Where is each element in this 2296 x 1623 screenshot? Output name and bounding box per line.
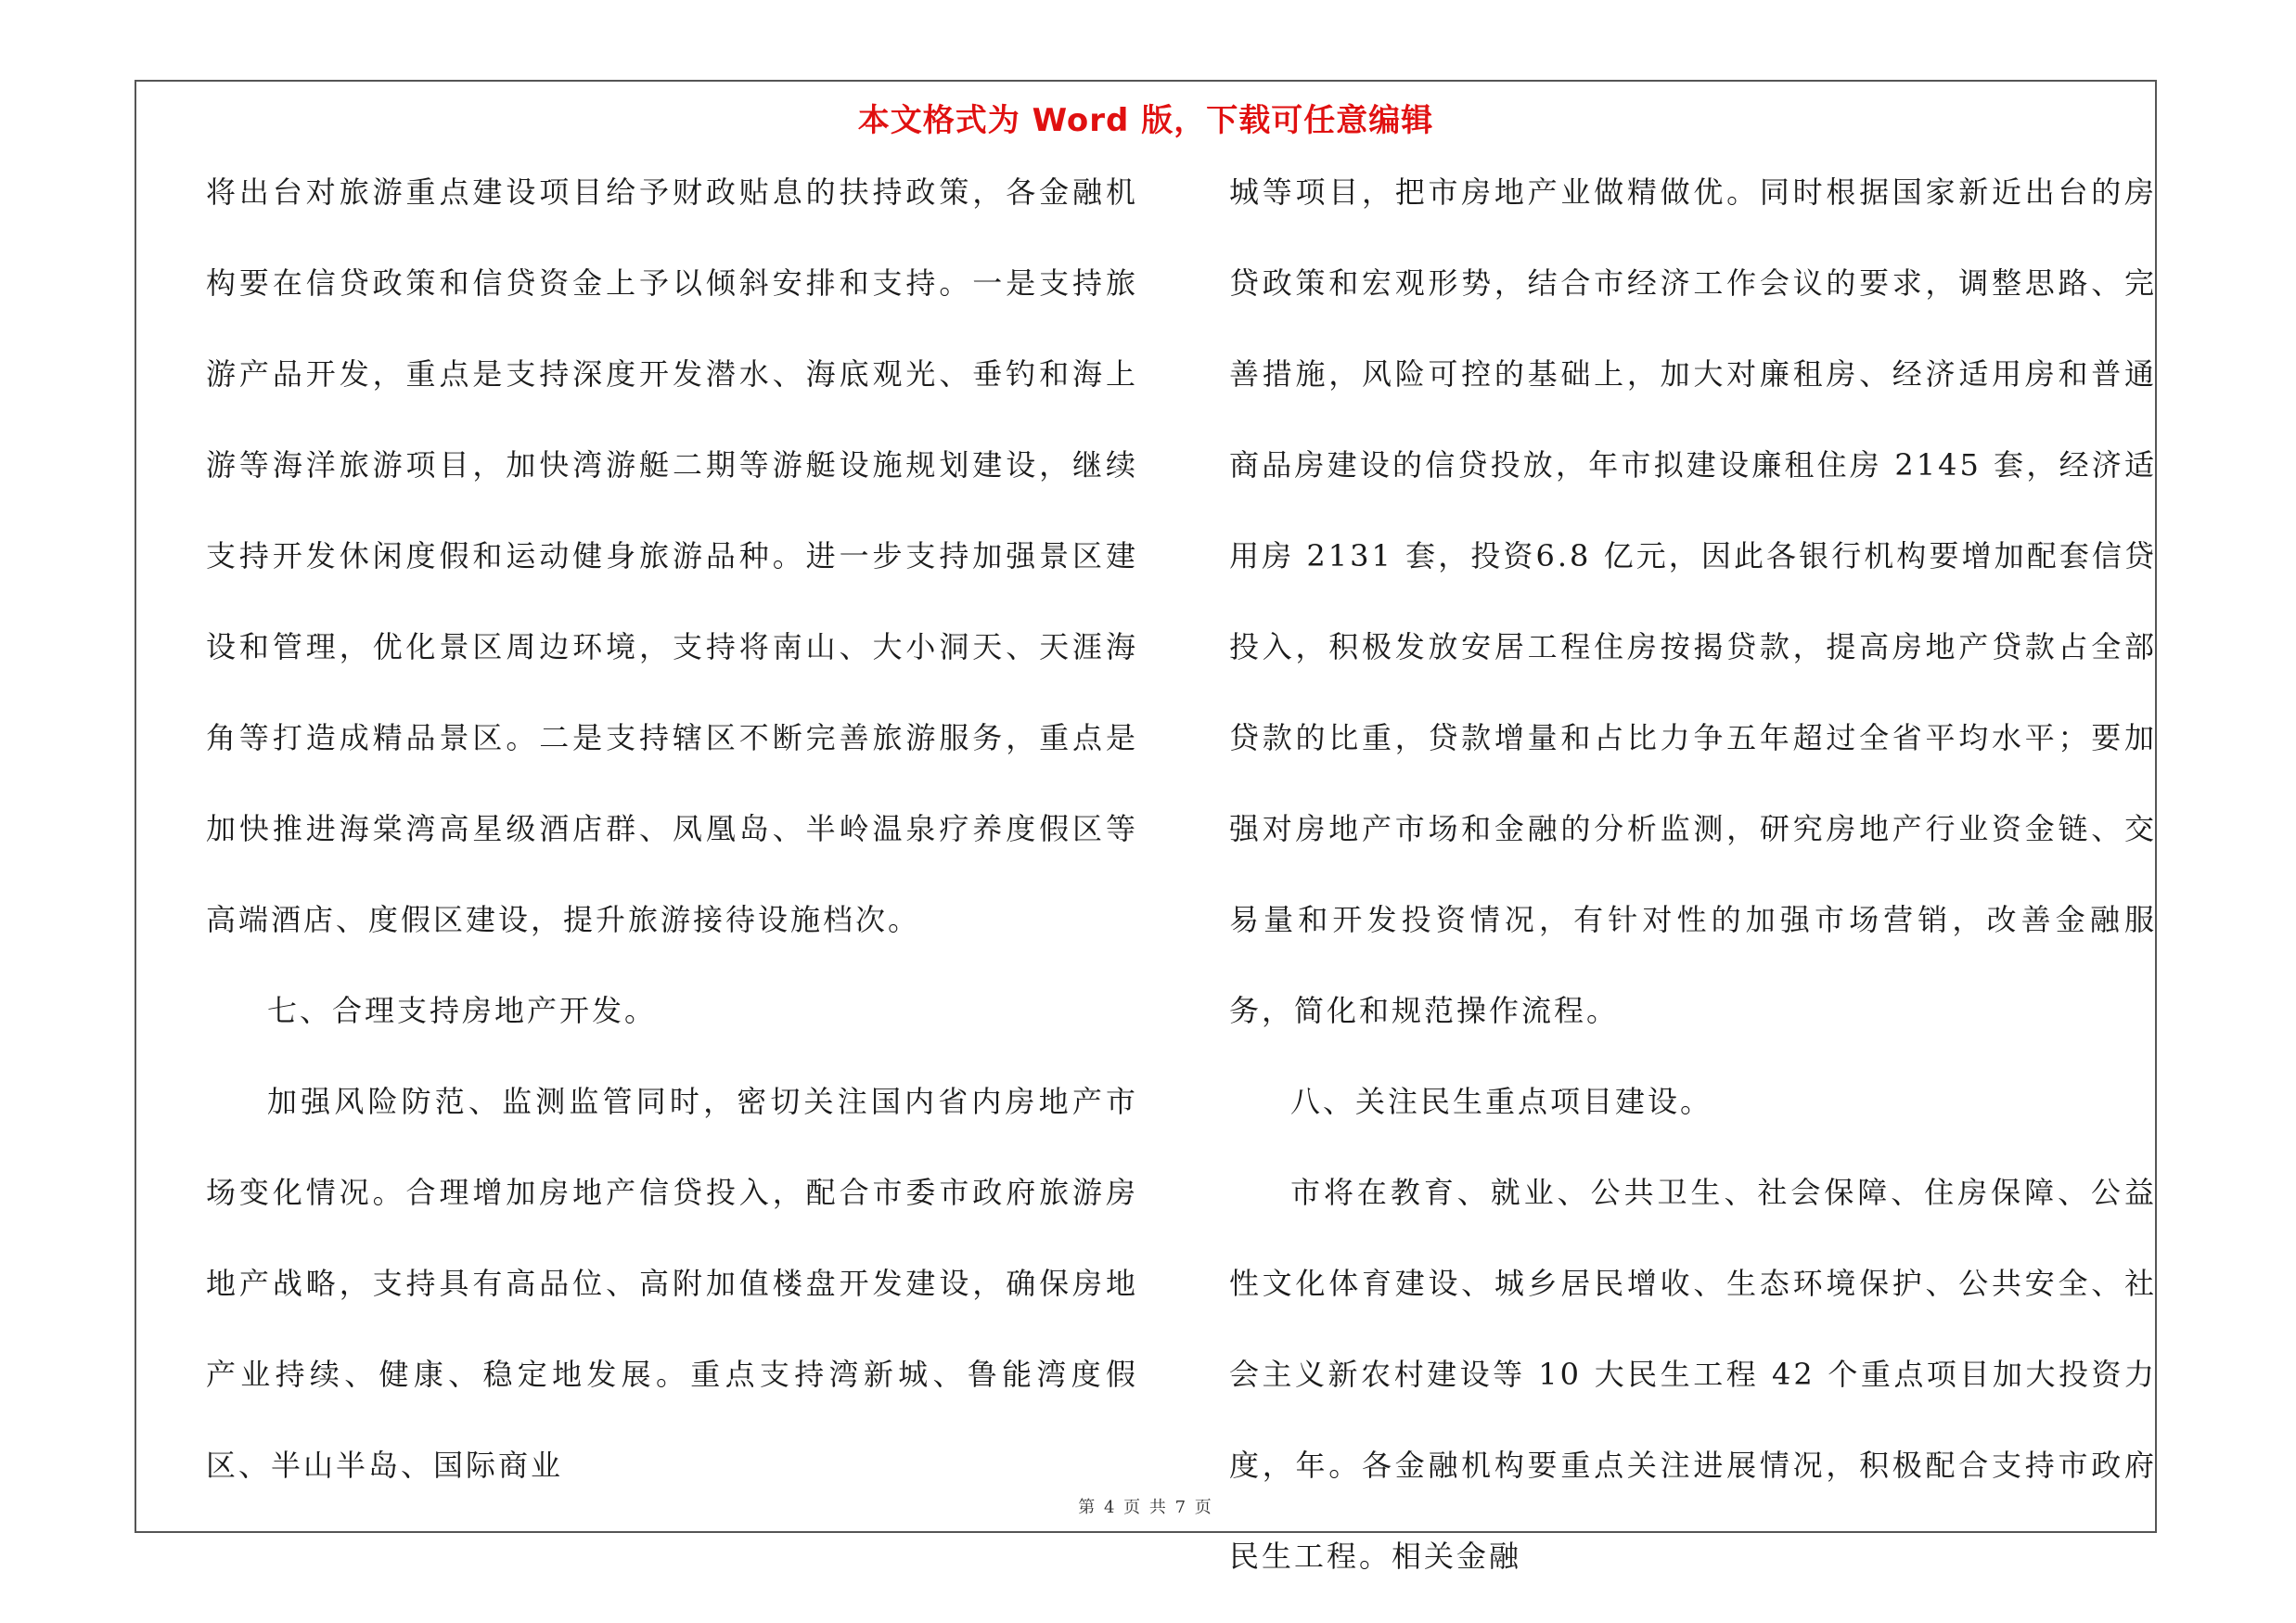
right-paragraph-2: 市将在教育、就业、公共卫生、社会保障、住房保障、公益性文化体育建设、城乡居民增收、生态环境保护、公共安全、社会主义新农村建设等 10 大民生工程 42 个重点项目加大投资力度，年。各金融机构要重点关注进展情况，积极配合支持市政府民生工程。相关金融 [1229,1175,2157,1574]
left-paragraph-1: 将出台对旅游重点建设项目给予财政贴息的扶持政策，各金融机构要在信贷政策和信贷资金上予以倾斜安排和支持。一是支持旅游产品开发，重点是支持深度开发潜水、海底观光、垂钓和海上游等海洋旅游项目，加快湾游艇二期等游艇设施规划建设，继续支持开发休闲度假和运动健身旅游品种。进一步支持加强景区建设和管理，优化景区周边环境，支持将南山、大小洞天、天涯海角等打造成精品景区。二是支持辖区不断完善旅游服务，重点是加快推进海棠湾高星级酒店群、凤凰岛、半岭温泉疗养度假区等高端酒店、度假区建设，提升旅游接待设施档次。 [206,174,1138,937]
right-paragraph-1: 城等项目，把市房地产业做精做优。同时根据国家新近出台的房贷政策和宏观形势，结合市经济工作会议的要求，调整思路、完善措施，风险可控的基础上，加大对廉租房、经济适用房和普通商品房建设的信贷投放，年市拟建设廉租住房 2145 套，经济适用房 2131 套，投资6.8 亿元，因此各银行机构要增加配套信贷投入，积极发放安居工程住房按揭贷款，提高房地产贷款占全部贷款的比重，贷款增量和占比力争五年超过全省平均水平；要加强对房地产市场和金融的分析监测，研究房地产行业资金链、交易量和开发投资情况，有针对性的加强市场营销，改善金融服务，简化和规范操作流程。 [1229,174,2157,1028]
section-heading-8: 八、关注民生重点项目建设。 [1290,1084,1713,1119]
section-heading-7: 七、合理支持房地产开发。 [267,993,658,1028]
left-paragraph-2: 加强风险防范、监测监管同时，密切关注国内省内房地产市场变化情况。合理增加房地产信贷投入，配合市委市政府旅游房地产战略，支持具有高品位、高附加值楼盘开发建设，确保房地产业持续、健康、稳定地发展。重点支持湾新城、鲁能湾度假区、半山半岛、国际商业 [206,1084,1138,1483]
page-number-footer: 第 4 页 共 7 页 [1078,1498,1213,1517]
left-column [206,147,1138,1511]
right-column [1229,147,2157,1602]
page-frame [135,80,2157,1574]
format-banner: 本文格式为 Word 版，下载可任意编辑 [857,102,1434,139]
